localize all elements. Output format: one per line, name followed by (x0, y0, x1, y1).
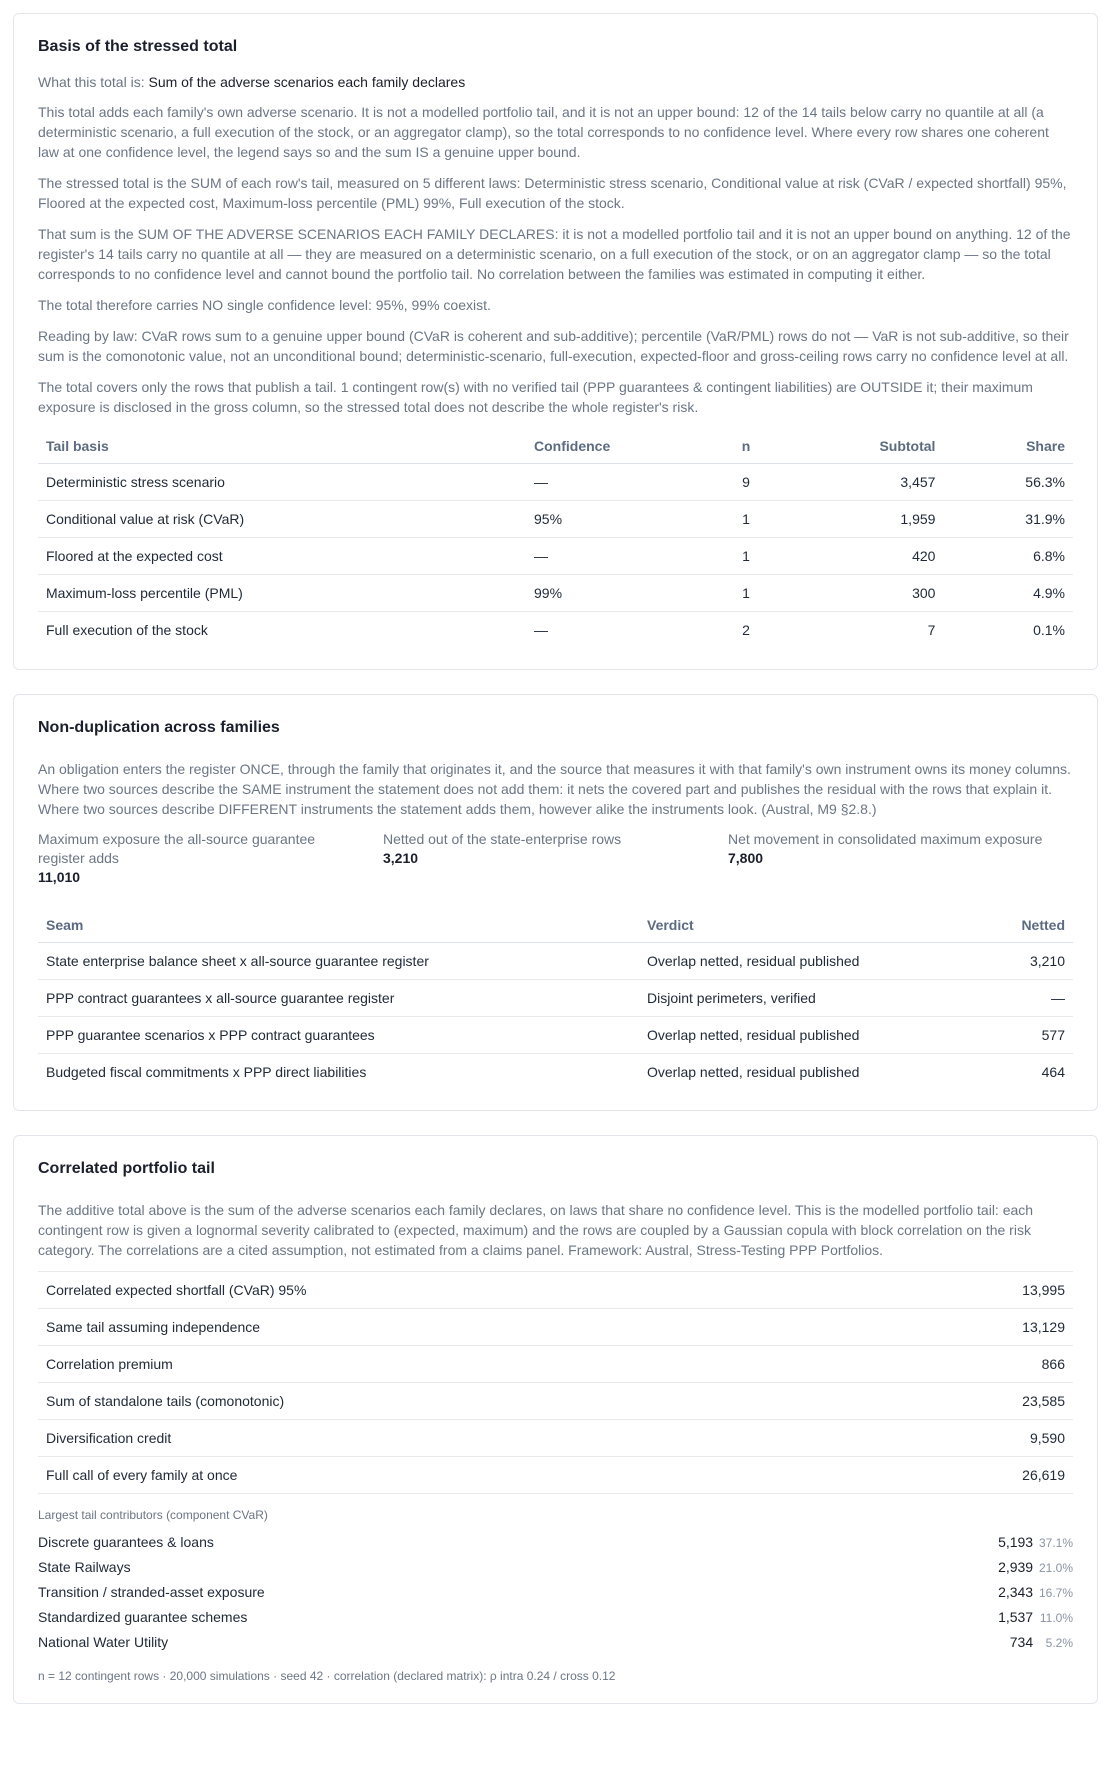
contrib-amount: 1,537 (998, 1609, 1034, 1625)
share-cell: 31.9% (943, 501, 1073, 538)
corr-footnote: n = 12 contingent rows · 20,000 simulations · seed 42 · correlation (declared matrix): ρ intra 0.24 / cross 0.12 (38, 1669, 616, 1683)
table-header-row (38, 428, 1073, 464)
share-cell: 56.3% (943, 464, 1073, 501)
seam-cell: State enterprise balance sheet x all-source guarantee register (38, 942, 639, 979)
contrib-amount: 734 (1009, 1634, 1034, 1650)
contrib-name: Transition / stranded-asset exposure (38, 1584, 265, 1600)
table-row (38, 979, 1073, 1016)
contrib-name: State Railways (38, 1559, 131, 1575)
table-row (38, 501, 1073, 538)
seam-cell: PPP contract guarantees x all-source guarantee register (38, 979, 639, 1016)
corr-title: Correlated portfolio tail (38, 1160, 215, 1177)
stat-label: Netted out of the state-enterprise rows (383, 830, 622, 847)
metric-row (38, 1309, 1073, 1346)
stat-value: 3,210 (383, 849, 419, 866)
contrib-figures (998, 1555, 1073, 1580)
metric-label: Same tail assuming independence (38, 1309, 891, 1346)
nondup-title: Non-duplication across families (38, 718, 280, 736)
list-item (38, 1580, 1073, 1605)
confidence-cell: 99% (526, 575, 716, 612)
netted-cell: 577 (983, 1016, 1073, 1053)
n-cell: 1 (716, 501, 776, 538)
stat-netted-out (383, 830, 728, 887)
col-seam: Seam (38, 907, 639, 943)
nondup-stats (38, 830, 1073, 887)
list-item (38, 1605, 1073, 1630)
contrib-pct: 11.0% (1039, 1611, 1073, 1625)
confidence-cell: 95% (526, 501, 716, 538)
metric-label: Correlated expected shortfall (CVaR) 95% (38, 1272, 891, 1309)
contrib-pct: 37.1% (1038, 1536, 1073, 1550)
contrib-pct: 16.7% (1038, 1586, 1073, 1600)
corr-paragraph: The additive total above is the sum of the adverse scenarios each family declares, on laws that share no confidence level. This is the modelled portfolio tail: each contingent row is given a lognormal severity calibrated to (expected, maximum) and the rows are coupled by a Gaussian copula with block correlation on the risk category. The correlations are a cited assumption, not estimated from a claims panel. Framework: Austral, Stress-Testing PPP Portfolios. (38, 1202, 1034, 1258)
netted-cell: — (983, 979, 1073, 1016)
basis-title: Basis of the stressed total (38, 38, 238, 55)
tail-basis-cell: Full execution of the stock (46, 622, 208, 639)
share-cell: 0.1% (1033, 622, 1065, 639)
corr-metrics-table (38, 1271, 1073, 1494)
verdict-cell: Overlap netted, residual published (639, 1016, 983, 1053)
table-row (38, 464, 1073, 501)
metric-value: 9,590 (891, 1420, 1073, 1457)
share-cell: 6.8% (943, 538, 1073, 575)
basis-what-value: Sum of the adverse scenarios each family declares (148, 74, 466, 90)
list-item (38, 1555, 1073, 1580)
metric-value: 13,129 (891, 1309, 1073, 1346)
metric-value: 866 (891, 1346, 1073, 1383)
stat-label: Net movement in consolidated maximum exposure (728, 830, 1043, 847)
contrib-figures (998, 1580, 1073, 1605)
metric-label: Sum of standalone tails (comonotonic) (38, 1383, 891, 1420)
netted-cell: 3,210 (983, 942, 1073, 979)
table-row (38, 1016, 1073, 1053)
verdict-cell: Overlap netted, residual published (647, 1063, 860, 1080)
tail-basis-table (38, 428, 1073, 649)
contrib-amount: 2,939 (998, 1559, 1034, 1575)
basis-card (13, 13, 1098, 670)
contrib-amount: 5,193 (998, 1534, 1034, 1550)
nondup-paragraph: An obligation enters the register ONCE, through the family that originates it, and the source that measures it with that family's own instrument owns its money columns. Where two sources describe the SAME instrument the statement does not add them: it nets the covered part and publishes the residual with the rows that explain it. Where two sources describe DIFFERENT instruments the statement adds them, however alike the instruments look. (Austral, M9 §2.8.) (38, 760, 1071, 817)
contrib-figures (998, 1530, 1073, 1555)
n-cell: 2 (742, 622, 750, 639)
metric-label: Diversification credit (38, 1420, 891, 1457)
metric-label: Full call of every family at once (38, 1457, 891, 1494)
table-row (38, 575, 1073, 612)
col-share: Share (943, 428, 1073, 464)
basis-paragraph: The total covers only the rows that publish a tail. 1 contingent row(s) with no verified tail (PPP guarantees & contingent liabilities) are OUTSIDE it; their maximum exposure is disclosed in the gross column, so the stressed total does not describe the whole register's risk. (38, 379, 1033, 415)
verdict-cell: Overlap netted, residual published (639, 942, 983, 979)
contrib-pct: 5.2% (1045, 1636, 1073, 1650)
tail-basis-cell: Maximum-loss percentile (PML) (38, 575, 526, 612)
list-item (38, 1530, 1073, 1555)
metric-row (38, 1346, 1073, 1383)
subtotal-cell: 3,457 (776, 464, 943, 501)
metric-label: Correlation premium (38, 1346, 891, 1383)
table-row (38, 538, 1073, 575)
table-row (38, 1053, 1073, 1090)
subtotal-cell: 1,959 (776, 501, 943, 538)
metric-row (38, 1457, 1073, 1494)
stat-value: 11,010 (38, 868, 81, 885)
contrib-list (38, 1530, 1073, 1655)
tail-basis-cell: Floored at the expected cost (38, 538, 526, 575)
stat-value: 7,800 (728, 849, 764, 866)
contrib-heading: Largest tail contributors (component CVaR) (38, 1508, 268, 1522)
contrib-pct: 21.0% (1038, 1561, 1073, 1575)
basis-paragraph: The total therefore carries NO single confidence level: 95%, 99% coexist. (38, 297, 491, 313)
confidence-cell: — (534, 622, 548, 639)
stat-net-movement (728, 830, 1073, 887)
tail-basis-cell: Deterministic stress scenario (38, 464, 526, 501)
col-subtotal: Subtotal (776, 428, 943, 464)
netted-cell: 464 (1041, 1063, 1065, 1080)
basis-paragraph: Reading by law: CVaR rows sum to a genuine upper bound (CVaR is coherent and sub-additive); percentile (VaR/PML) rows do not — VaR is not sub-additive, so their sum is the comonotonic value, not an unconditional bound; deterministic-scenario, full-execution, expected-floor and gross-ceiling rows carry no confidence level at all. (38, 328, 1069, 364)
col-netted: Netted (983, 907, 1073, 943)
table-header-row (38, 907, 1073, 943)
basis-what-line (38, 72, 1073, 92)
tail-basis-cell: Conditional value at risk (CVaR) (38, 501, 526, 538)
contrib-name: National Water Utility (38, 1634, 169, 1650)
contrib-name: Discrete guarantees & loans (38, 1534, 214, 1550)
metric-value: 23,585 (891, 1383, 1073, 1420)
basis-what-label: What this total is: (38, 74, 145, 90)
share-cell: 4.9% (943, 575, 1073, 612)
metric-row (38, 1272, 1073, 1309)
confidence-cell: — (526, 464, 716, 501)
metric-row (38, 1383, 1073, 1420)
subtotal-cell: 7 (927, 622, 936, 639)
n-cell: 1 (716, 575, 776, 612)
col-n: n (716, 428, 776, 464)
metric-value: 13,995 (891, 1272, 1073, 1309)
nondup-card (13, 694, 1098, 1112)
list-item (38, 1630, 1073, 1655)
stat-label: Maximum exposure the all-source guarantee register adds (38, 830, 316, 866)
corr-card (13, 1135, 1098, 1704)
stat-max-exposure (38, 830, 383, 887)
seam-cell: Budgeted fiscal commitments x PPP direct liabilities (46, 1063, 367, 1080)
col-tail-basis: Tail basis (38, 428, 526, 464)
basis-paragraph: That sum is the SUM OF THE ADVERSE SCENARIOS EACH FAMILY DECLARES: it is not a modelled portfolio tail and it is not an upper bound on anything. 12 of the register's 14 tails carry no quantile at all — they are measured on a deterministic scenario, on a full execution of the stock, or on an aggregator clamp — so the total corresponds to no confidence level and cannot bound the portfolio tail. No correlation between the families was estimated in computing it either. (38, 226, 1071, 282)
basis-paragraph: This total adds each family's own adverse scenario. It is not a modelled portfolio tail, and it is not an upper bound: 12 of the 14 tails below carry no quantile at all (a deterministic scenario, a full execution of the stock, or an aggregator clamp), so the total corresponds to no confidence level. Where every row shares one coherent law at one confidence level, the legend says so and the sum IS a genuine upper bound. (38, 104, 1049, 160)
metric-value: 26,619 (891, 1457, 1073, 1494)
contrib-figures (998, 1605, 1073, 1630)
col-verdict: Verdict (639, 907, 983, 943)
subtotal-cell: 420 (776, 538, 943, 575)
contrib-figures (1010, 1630, 1073, 1655)
verdict-cell: Disjoint perimeters, verified (639, 979, 983, 1016)
col-confidence: Confidence (526, 428, 716, 464)
n-cell: 9 (716, 464, 776, 501)
confidence-cell: — (526, 538, 716, 575)
seam-cell: PPP guarantee scenarios x PPP contract guarantees (38, 1016, 639, 1053)
contrib-name: Standardized guarantee schemes (38, 1609, 248, 1625)
table-row (38, 612, 1073, 649)
seam-table (38, 907, 1073, 1091)
metric-row (38, 1420, 1073, 1457)
subtotal-cell: 300 (776, 575, 943, 612)
basis-paragraph: The stressed total is the SUM of each row's tail, measured on 5 different laws: Deterministic stress scenario, Conditional value at risk (CVaR / expected shortfall) 95%, Floored at the expected cost, Maximum-loss percentile (PML) 99%, Full execution of the stock. (38, 175, 1067, 211)
table-row (38, 942, 1073, 979)
n-cell: 1 (716, 538, 776, 575)
contrib-amount: 2,343 (998, 1584, 1034, 1600)
